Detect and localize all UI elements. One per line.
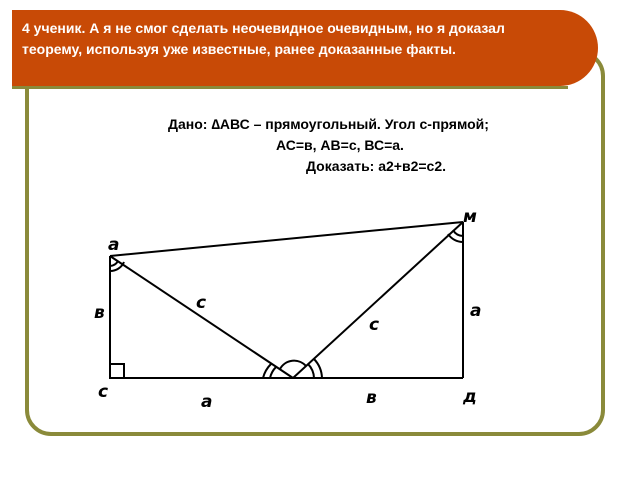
given-line-2: АС=в, АВ=с, ВС=а. (276, 137, 404, 153)
angle-arc-bottom-left-inner (270, 367, 276, 378)
point-label-c: с (98, 382, 109, 402)
side-top (110, 222, 463, 256)
given-line-1: Дано: ∆АВС – прямоугольный. Угол с-прямой; (168, 116, 489, 132)
diagonal-left (110, 256, 293, 378)
side-label-bottom-left: а (201, 392, 213, 412)
right-angle-mark-c (110, 364, 124, 378)
angle-arc-bottom-right-inner (308, 364, 314, 378)
side-label-bottom-right: в (366, 388, 377, 408)
side-label-diag-right: с (369, 315, 380, 335)
diagonal-right (293, 222, 463, 378)
point-label-d: д (463, 387, 477, 407)
side-label-right: а (470, 301, 482, 321)
angle-arc-a-inner (110, 261, 118, 266)
point-label-a: а (108, 235, 120, 255)
angle-arc-top-center (280, 361, 306, 369)
angle-arc-m (453, 230, 463, 236)
angle-arc-bottom-right (314, 359, 322, 378)
slide-title: 4 ученик. А я не смог сделать неочевидное очевидным, но я доказал теорему, используя уже известные, ранее доказанные факты. (22, 20, 505, 57)
point-label-m: м (463, 207, 477, 227)
side-label-left: в (94, 303, 105, 323)
side-label-diag-left: с (196, 293, 207, 313)
given-line-3: Доказать: а2+в2=с2. (306, 158, 447, 174)
